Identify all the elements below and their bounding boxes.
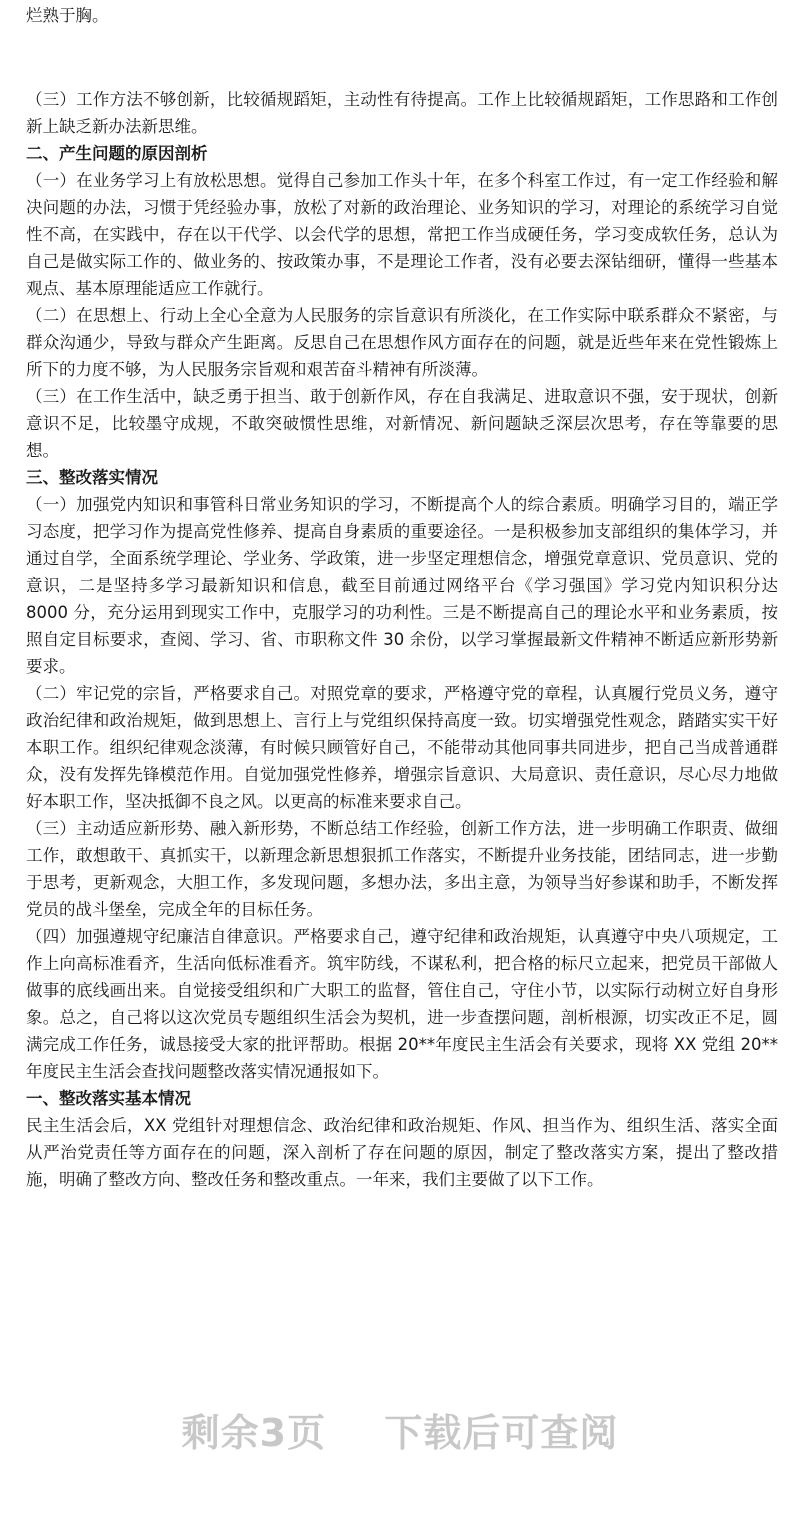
body-paragraph: （四）加强遵规守纪廉洁自律意识。严格要求自己，遵守纪律和政治规矩，认真遵守中央八项规定，工作上向高标准看齐，生活向低标准看齐。筑牢防线，不谋私利，把合格的标尺立起来，把党员干部做人做事的底线画出来。自觉接受组织和广大职工的监督，管住自己，守住小节，以实际行动树立好自身形象。总之，自己将以这次党员专题组织生活会为契机，进一步查摆问题，剖析根源，切实改正不足，圆满完成工作任务，诚恳接受大家的批评帮助。根据 20**年度民主生活会有关要求，现将 XX 党组 20**年度民主生活会查找问题整改落实情况通报如下。	[26, 927, 778, 1081]
body-paragraph: （一）在业务学习上有放松思想。觉得自己参加工作头十年，在多个科室工作过，有一定工作经验和解决问题的办法，习惯于凭经验办事，放松了对新的政治理论、业务知识的学习，对理论的系统学习自觉性不高，在实践中，存在以干代学、以会代学的思想，常把工作当成硬任务，学习变成软任务，总认为自己是做实际工作的、做业务的、按政策办事，不是理论工作者，没有必要去深钻细研，懂得一些基本观点、基本原理能适应工作就行。	[26, 171, 778, 298]
remaining-pages-text: 剩余3页	[181, 1411, 327, 1455]
body-paragraph: （三）在工作生活中，缺乏勇于担当、敢于创新作风，存在自我满足、进取意识不强，安于现状，创新意识不足，比较墨守成规，不敢突破惯性思维，对新情况、新问题缺乏深层次思考，存在等靠要的思想。	[26, 387, 778, 460]
download-notice	[0, 1411, 800, 1455]
section-heading: 二、产生问题的原因剖析	[26, 144, 208, 163]
section-heading: 三、整改落实情况	[26, 468, 158, 487]
body-paragraph: （二）在思想上、行动上全心全意为人民服务的宗旨意识有所淡化，在工作实际中联系群众不紧密，与群众沟通少，导致与群众产生距离。反思自己在思想作风方面存在的问题，就是近些年来在党性锻炼上所下的力度不够，为人民服务宗旨观和艰苦奋斗精神有所淡薄。	[26, 306, 778, 379]
body-paragraph: （三）主动适应新形势、融入新形势，不断总结工作经验，创新工作方法，进一步明确工作职责、做细工作，敢想敢干、真抓实干，以新理念新思想狠抓工作落实，不断提升业务技能，团结同志，进一步勤于思考，更新观念，大胆工作，多发现问题，多想办法，多出主意，为领导当好参谋和助手，不断发挥党员的战斗堡垒，完成全年的目标任务。	[26, 819, 778, 919]
body-paragraph: （二）牢记党的宗旨，严格要求自己。对照党章的要求，严格遵守党的章程，认真履行党员义务，遵守政治纪律和政治规矩，做到思想上、言行上与党组织保持高度一致。切实增强党性观念，踏踏实实干好本职工作。组织纪律观念淡薄，有时候只顾管好自己，不能带动其他同事共同进步，把自己当成普通群众，没有发挥先锋模范作用。自觉加强党性修养，增强宗旨意识、大局意识、责任意识，尽心尽力地做好本职工作，坚决抵御不良之风。以更高的标准来要求自己。	[26, 684, 778, 811]
top-partial-text: 烂熟于胸。	[26, 6, 109, 25]
body-paragraph: （三）工作方法不够创新，比较循规蹈矩，主动性有待提高。工作上比较循规蹈矩，工作思路和工作创新上缺乏新办法新思维。	[26, 90, 778, 136]
section-heading: 一、整改落实基本情况	[26, 1089, 191, 1108]
document-body	[26, 86, 778, 1193]
body-paragraph: （一）加强党内知识和事管科日常业务知识的学习，不断提高个人的综合素质。明确学习目的，端正学习态度，把学习作为提高党性修养、提高自身素质的重要途径。一是积极参加支部组织的集体学习，并通过自学，全面系统学理论、学业务、学政策，进一步坚定理想信念，增强党章意识、党员意识、党的意识，二是坚持多学习最新知识和信息，截至目前通过网络平台《学习强国》学习党内知识积分达 8000 分，充分运用到现实工作中，克服学习的功利性。三是不断提高自己的理论水平和业务素质，按照自定目标要求，查阅、学习、省、市职称文件 30 余份，以学习掌握最新文件精神不断适应新形势新要求。	[26, 495, 778, 676]
top-partial-paragraph	[26, 2, 778, 29]
download-to-view-text: 下载后可查阅	[384, 1411, 619, 1455]
body-paragraph: 民主生活会后，XX 党组针对理想信念、政治纪律和政治规矩、作风、担当作为、组织生活、落实全面从严治党责任等方面存在的问题，深入剖析了存在问题的原因，制定了整改落实方案，提出了整改措施，明确了整改方向、整改任务和整改重点。一年来，我们主要做了以下工作。	[26, 1116, 778, 1189]
